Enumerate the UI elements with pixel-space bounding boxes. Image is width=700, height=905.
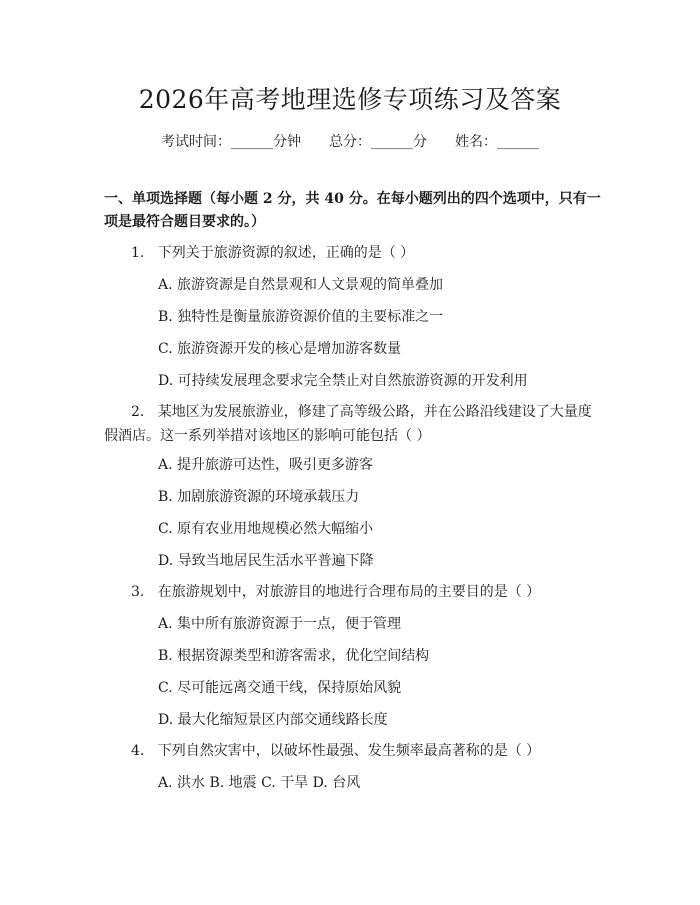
option-2d: D. 导致当地居民生活水平普遍下降: [158, 553, 374, 569]
question-3: [104, 580, 604, 604]
question-number: 2.: [131, 404, 145, 420]
option-1b: B. 独特性是衡量旅游资源价值的主要标准之一: [158, 309, 444, 325]
option-1d: D. 可持续发展理念要求完全禁止对自然旅游资源的开发利用: [158, 373, 528, 389]
option-4-inline: A. 洪水 B. 地震 C. 干旱 D. 台风: [158, 775, 361, 791]
option-3c: C. 尽可能远离交通干线，保持原始风貌: [158, 680, 402, 696]
question-1: [104, 241, 604, 265]
option-3d: D. 最大化缩短景区内部交通线路长度: [158, 712, 388, 728]
question-2: [104, 400, 604, 448]
option-1c: C. 旅游资源开发的核心是增加游客数量: [158, 341, 402, 357]
exam-time-field: 考试时间：______分钟: [161, 134, 301, 150]
option-2a: A. 提升旅游可达性，吸引更多游客: [158, 457, 374, 473]
question-number: 1.: [131, 245, 145, 261]
question-stem: 下列关于旅游资源的叙述，正确的是（ ）: [157, 245, 415, 261]
option-1a: A. 旅游资源是自然景观和人文景观的简单叠加: [158, 277, 444, 293]
total-score-field: 总分：______分: [329, 134, 427, 150]
student-name-field: 姓名：______: [455, 134, 539, 150]
option-3b: B. 根据资源类型和游客需求，优化空间结构: [158, 648, 430, 664]
option-2c: C. 原有农业用地规模必然大幅缩小: [158, 521, 374, 537]
question-stem: 某地区为发展旅游业，修建了高等级公路，并在公路沿线建设了大量度假酒店。这一系列举措对该地区的影响可能包括（ ）: [104, 404, 592, 444]
question-4: [104, 739, 604, 763]
question-number: 4.: [131, 743, 145, 759]
exam-meta-line: [0, 132, 700, 152]
question-number: 3.: [131, 584, 145, 600]
question-stem: 下列自然灾害中，以破坏性最强、发生频率最高著称的是（ ）: [157, 743, 541, 759]
option-2b: B. 加剧旅游资源的环境承载压力: [158, 489, 360, 505]
option-3a: A. 集中所有旅游资源于一点，便于管理: [158, 616, 402, 632]
section-heading: 一、单项选择题（每小题 2 分，共 40 分。在每小题列出的四个选项中，只有一项是最符合题目要求的。）: [104, 191, 601, 230]
page-title: 2026年高考地理选修专项练习及答案: [138, 85, 562, 114]
question-stem: 在旅游规划中，对旅游目的地进行合理布局的主要目的是（ ）: [157, 584, 541, 600]
